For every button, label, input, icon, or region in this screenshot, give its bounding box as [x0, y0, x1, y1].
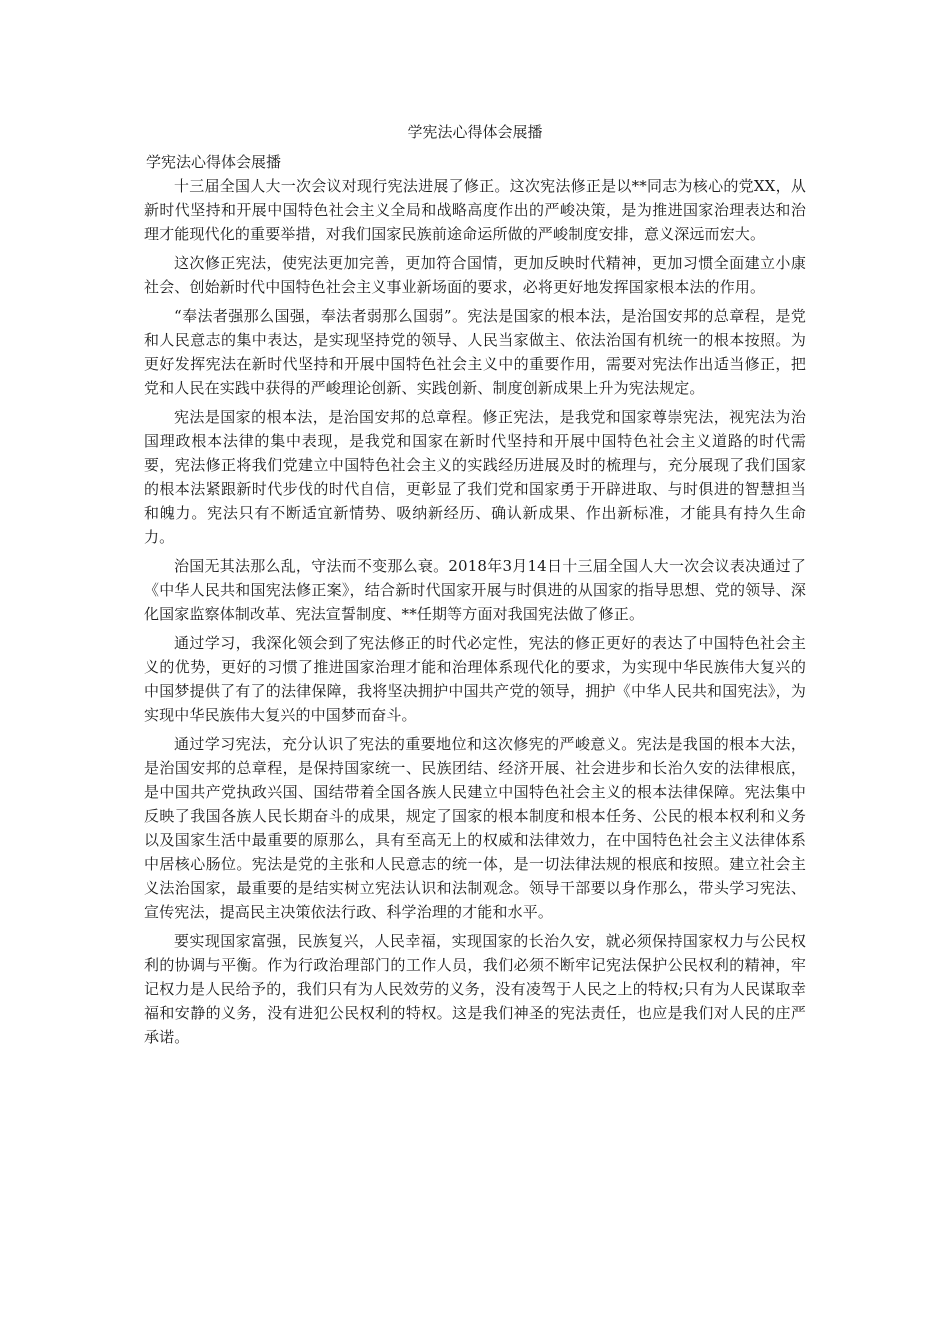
document-subtitle: 学宪法心得体会展播 [146, 153, 282, 171]
paragraph-8: 要实现国家富强，民族复兴，人民幸福，实现国家的长治久安，就必须保持国家权力与公民权利的协调与平衡。作为行政治理部门的工作人员，我们必须不断牢记宪法保护公民权利的精神，牢记权力是人民给予的，我们只有为人民效劳的义务，没有凌驾于人民之上的特权;只有为人民谋取幸福和安静的义务，没有进犯公民权利的特权。这是我们神圣的宪法责任，也应是我们对人民的庄严承诺。 [144, 932, 806, 1046]
paragraph-7: 通过学习宪法，充分认识了宪法的重要地位和这次修宪的严峻意义。宪法是我国的根本大法，是治国安邦的总章程，是保持国家统一、民族团结、经济开展、社会进步和长治久安的法律根底，是中国共产党执政兴国、国结带着全国各族人民建立中国特色社会主义的根本法律保障。宪法集中反映了我国各族人民长期奋斗的成果，规定了国家的根本制度和根本任务、公民的根本权利和义务以及国家生活中最重要的原那么，具有至高无上的权威和法律效力，在中国特色社会主义法律体系中居核心肠位。宪法是党的主张和人民意志的统一体，是一切法律法规的根底和按照。建立社会主义法治国家，最重要的是结实树立宪法认识和法制观念。领导干部要以身作那么，带头学习宪法、宣传宪法，提高民主决策依法行政、科学治理的才能和水平。 [144, 735, 806, 921]
paragraph-6: 通过学习，我深化领会到了宪法修正的时代必定性，宪法的修正更好的表达了中国特色社会主义的优势，更好的习惯了推进国家治理才能和治理体系现代化的要求，为实现中华民族伟大复兴的中国梦提供了有了的法律保障，我将坚决拥护中国共产党的领导，拥护《中华人民共和国宪法》，为实现中华民族伟大复兴的中国梦而奋斗。 [144, 634, 806, 724]
paragraph-1: 十三届全国人大一次会议对现行宪法进展了修正。这次宪法修正是以**同志为核心的党XX，从新时代坚持和开展中国特色社会主义全局和战略高度作出的严峻决策，是为推进国家治理表达和治理才能现代化的重要举措，对我们国家民族前途命运所做的严峻制度安排，意义深远而宏大。 [144, 177, 806, 243]
paragraph-2: 这次修正宪法，使宪法更加完善，更加符合国情，更加反映时代精神，更加习惯全面建立小康社会、创始新时代中国特色社会主义事业新场面的要求，必将更好地发挥国家根本法的作用。 [144, 254, 806, 296]
paragraph-4: 宪法是国家的根本法，是治国安邦的总章程。修正宪法，是我党和国家尊崇宪法，视宪法为治国理政根本法律的集中表现，是我党和国家在新时代坚持和开展中国特色社会主义道路的时代需要，宪法修正将我们党建立中国特色社会主义的实践经历进展及时的梳理与，充分展现了我们国家的根本法紧跟新时代步伐的时代自信，更彰显了我们党和国家勇于开辟进取、与时俱进的智慧担当和魄力。宪法只有不断适宜新情势、吸纳新经历、确认新成果、作出新标准，才能具有持久生命力。 [144, 408, 806, 546]
paragraph-5: 治国无其法那么乱，守法而不变那么衰。2018年3月14日十三届全国人大一次会议表决通过了《中华人民共和国宪法修正案》，结合新时代国家开展与时俱进的从国家的指导思想、党的领导、深化国家监察体制改革、宪法宣誓制度、**任期等方面对我国宪法做了修正。 [144, 557, 806, 623]
document-title: 学宪法心得体会展播 [407, 123, 543, 141]
paragraph-3: “奉法者强那么国强，奉法者弱那么国弱”。宪法是国家的根本法，是治国安邦的总章程，是党和人民意志的集中表达，是实现坚持党的领导、人民当家做主、依法治国有机统一的根本按照。为更好发挥宪法在新时代坚持和开展中国特色社会主义中的重要作用，需要对宪法作出适当修正，把党和人民在实践中获得的严峻理论创新、实践创新、制度创新成果上升为宪法规定。 [144, 307, 806, 397]
document-page [144, 120, 806, 1054]
